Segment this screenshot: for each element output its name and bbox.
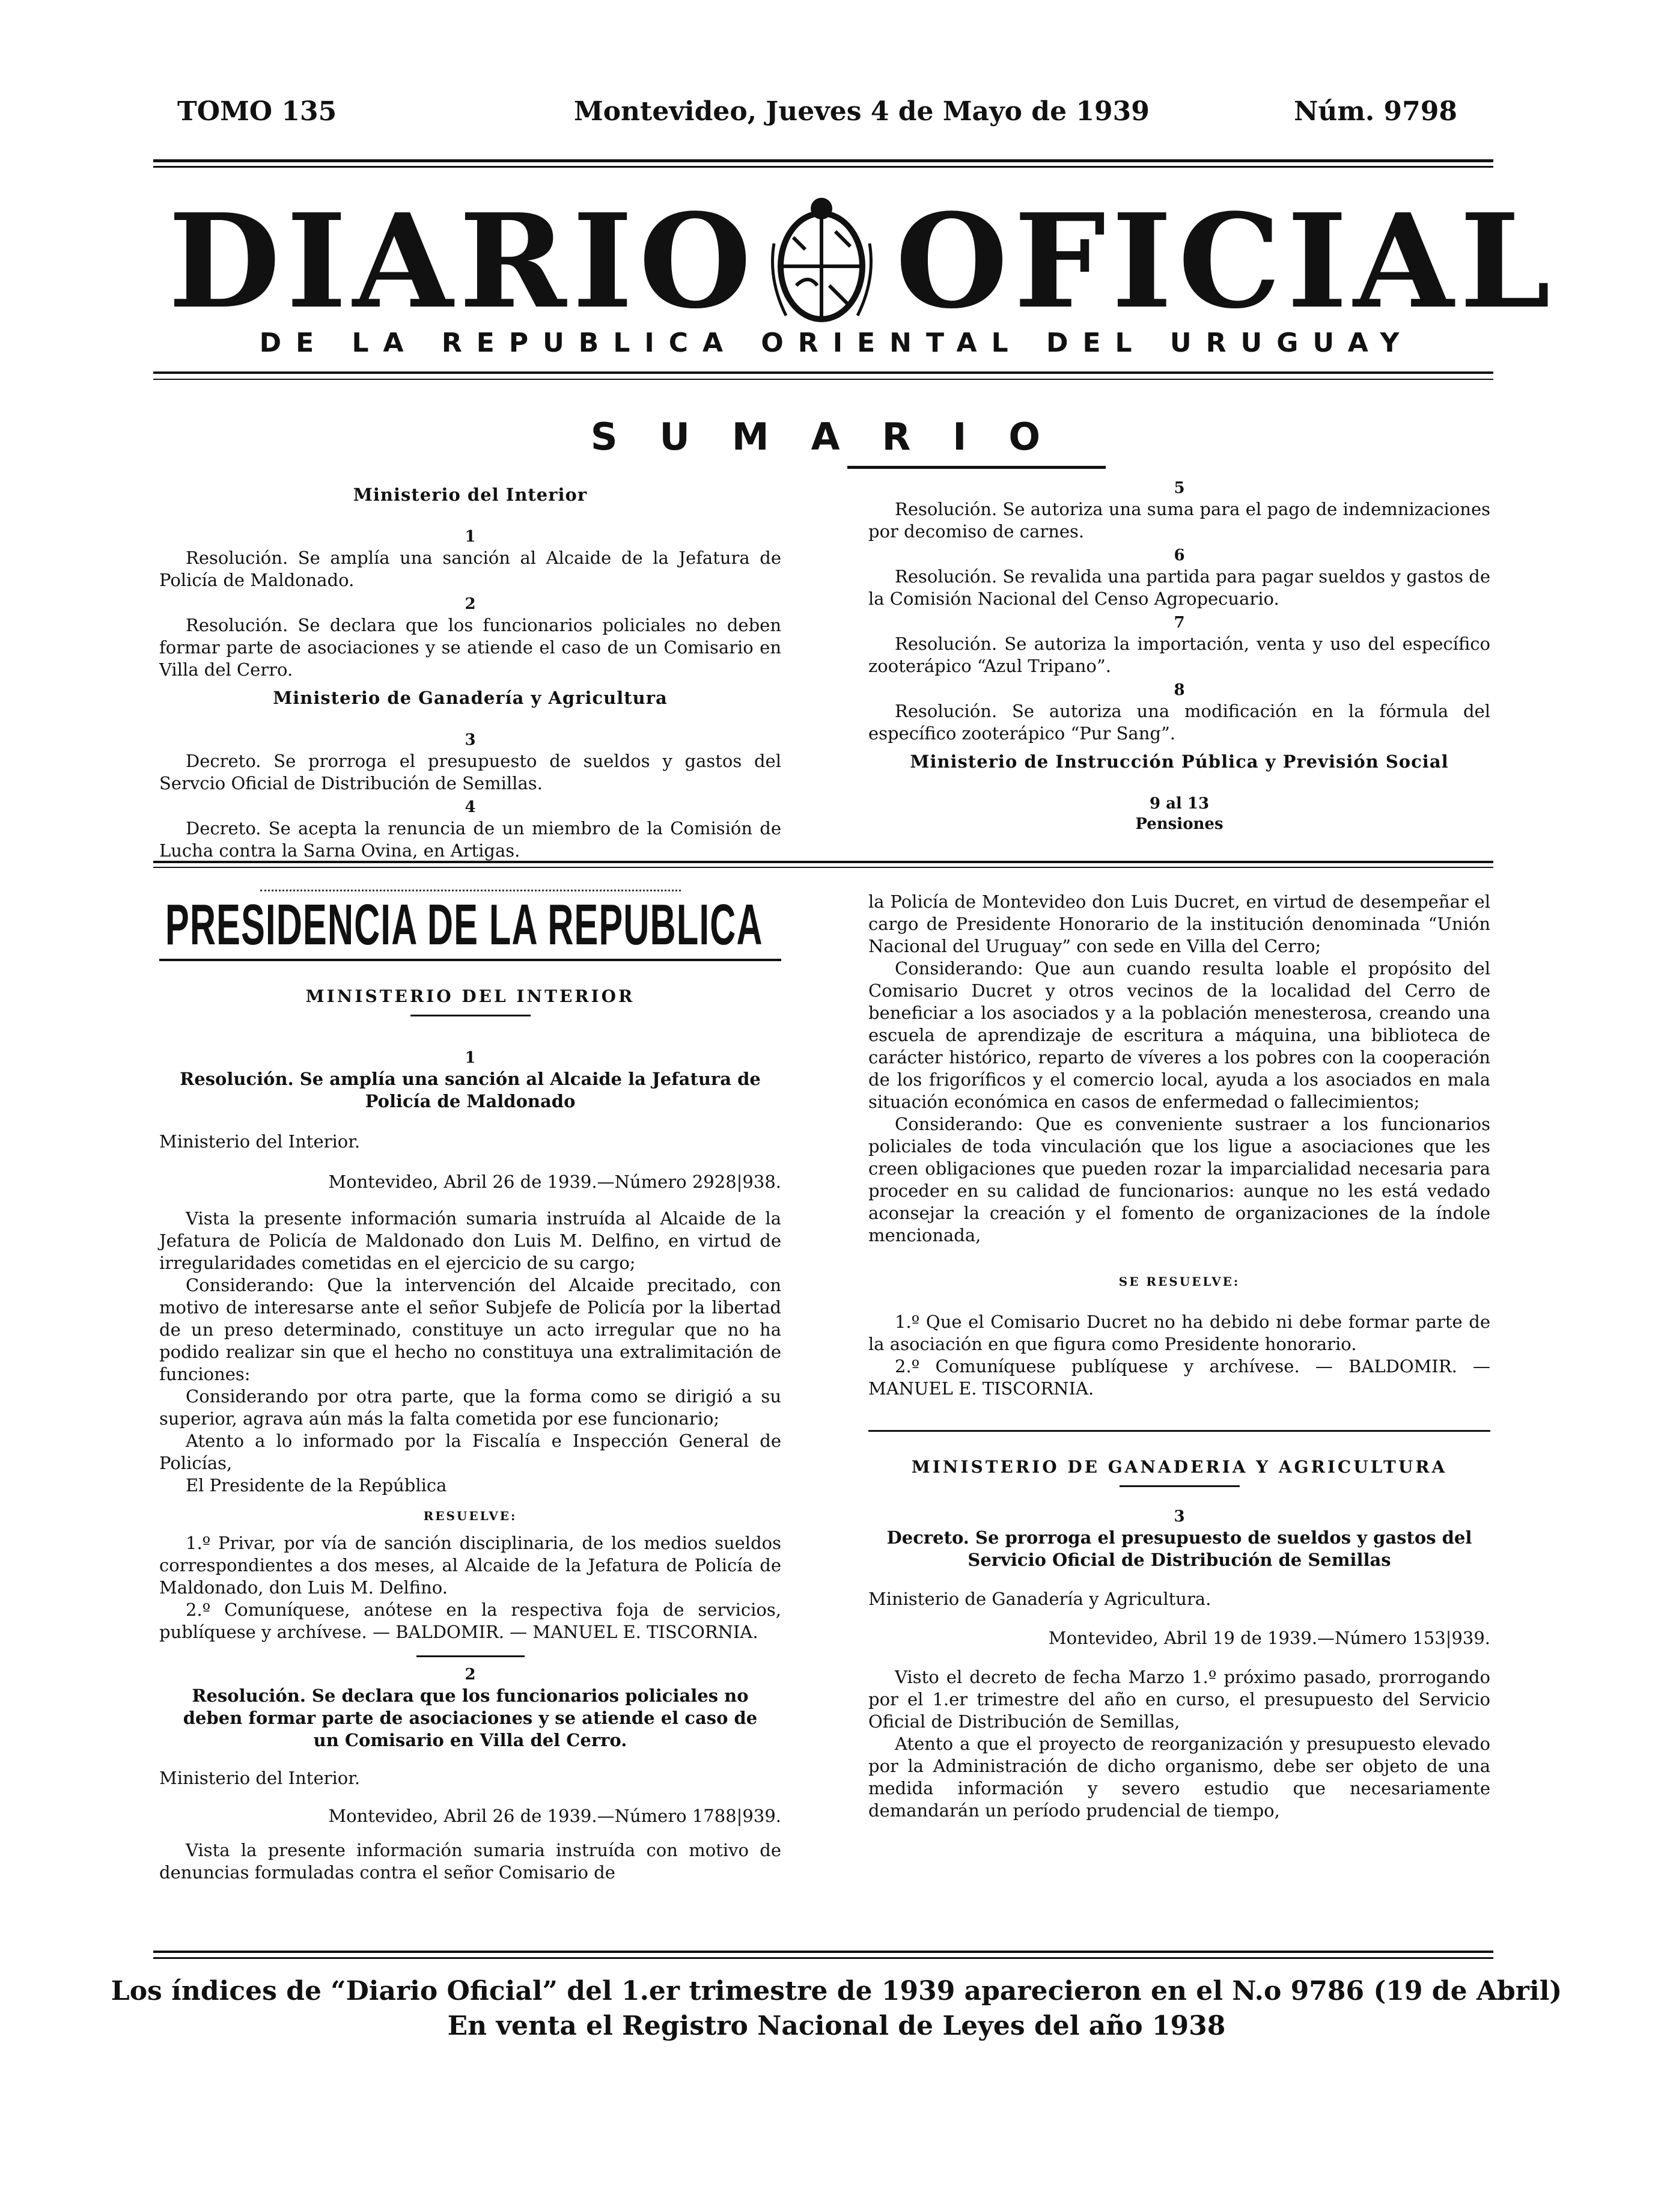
act-date: Montevideo, Abril 26 de 1939.—Número 1788|939. (328, 1806, 781, 1826)
sumario-item: Resolución. Se revalida una partida para pagar sueldos y gastos de la Comisión Nacional del Censo Agropecuario. (868, 566, 1490, 609)
issue-number: Núm. 9798 (1294, 96, 1457, 127)
sumario-ministry: Ministerio de Instrucción Pública y Previsión Social (910, 751, 1449, 772)
sumario-bottom-rule-thin (153, 867, 1493, 868)
sumario-subheading: Pensiones (1135, 815, 1224, 833)
sumario-item: Resolución. Se autoriza la importación, venta y uso del específico zooterápico “Azul Tripano”. (868, 634, 1490, 676)
masthead-rule (153, 371, 1493, 374)
short-rule (410, 1015, 531, 1016)
resolves-label: RESUELVE: (423, 1509, 517, 1523)
act-number: 1 (465, 1049, 476, 1067)
masthead-subtitle: DE LA REPUBLICA ORIENTAL DEL URUGUAY (259, 328, 1414, 358)
act-origin: Ministerio del Interior. (159, 1768, 361, 1788)
resolution-item: 2.º Comuníquese, anótese en la respectiva foja de servicios, publíquese y archívese. — BALDOMIR. — MANUEL E. TISCORNIA. (159, 1599, 781, 1642)
footer-notice: Los índices de “Diario Oficial” del 1.er trimestre de 1939 aparecieron en el N.o 9786 (19 de Abril) (111, 1976, 1562, 2006)
header-rule (153, 159, 1493, 162)
paragraph: Visto el decreto de fecha Marzo 1.º próximo pasado, prorrogando por el 1.er trimestre del año en curso, el presupuesto del Servicio Oficial de Distribución de Semillas, (868, 1667, 1490, 1732)
sumario-item: Decreto. Se prorroga el presupuesto de sueldos y gastos del Servcio Oficial de Distribución de Semillas. (159, 751, 781, 793)
masthead-title-left: DIARIO (168, 185, 758, 337)
sumario-item: Decreto. Se acepta la renuncia de un miembro de la Comisión de Lucha contra la Sarna Ovina, en Artigas. (159, 818, 781, 861)
sumario-number: 1 (465, 528, 476, 546)
paragraph: Considerando por otra parte, que la forma como se dirigió a su superior, agrava aún más la falta cometida por ese funcionario; (159, 1386, 781, 1429)
act-origin: Ministerio de Ganadería y Agricultura. (868, 1589, 1211, 1609)
footer-rule-thin (153, 1957, 1493, 1959)
act-heading: Resolución. Se declara que los funcionarios policiales no deben formar parte de asociaciones y se atiende el caso de un Comisario en Villa del Cerro. (183, 1685, 758, 1750)
coat-of-arms-icon (769, 195, 874, 328)
paragraph: Atento a lo informado por la Fiscalía e Inspección General de Policías, (159, 1431, 781, 1473)
sumario-item: Resolución. Se declara que los funcionarios policiales no deben formar parte de asociaciones y se atiende el caso de un Comisario en Villa del Cerro. (159, 615, 781, 680)
act-date: Montevideo, Abril 26 de 1939.—Número 2928|938. (328, 1172, 781, 1192)
paragraph: Atento a que el proyecto de reorganización y presupuesto elevado por la Administración de dicho organismo, debe ser objeto de una medida información y severo estudio que necesariamente demandarán un período prudencial de tiempo, (868, 1734, 1490, 1821)
sumario-item: Resolución. Se autoriza una modificación en la fórmula del específico zooterápico “Pur Sang”. (868, 701, 1490, 744)
sumario-ministry: Ministerio del Interior (353, 484, 588, 505)
sumario-right-column (868, 478, 1490, 834)
sumario-item: Resolución. Se amplía una sanción al Alcaide de la Jefatura de Policía de Maldonado. (159, 548, 781, 590)
act-heading: Decreto. Se prorroga el presupuesto de sueldos y gastos del Servicio Oficial de Distribución de Semillas (886, 1527, 1472, 1570)
resolution-item: 1.º Privar, por vía de sanción disciplinaria, de los medios sueldos correspondientes a dos meses, al Alcaide de la Jefatura de Policía de Maldonado, don Luis M. Delfino. (159, 1533, 781, 1598)
sumario-number: 6 (1174, 546, 1185, 564)
paragraph: Vista la presente información sumaria instruída con motivo de denuncias formuladas contra el señor Comisario de (159, 1840, 781, 1883)
issue-header (153, 96, 1481, 132)
sumario-number: 5 (1174, 479, 1185, 497)
paragraph: la Policía de Montevideo don Luis Ducret, en virtud de desempeñar el cargo de Presidente Honorario de la institución denominada “Unión Nacional del Uruguay” con sede en Villa del Cerro; (868, 891, 1490, 956)
sumario-number: 4 (465, 798, 476, 816)
short-rule (1120, 1485, 1240, 1487)
sumario-left-column (159, 478, 781, 864)
act-date: Montevideo, Abril 19 de 1939.—Número 153|939. (1048, 1628, 1490, 1648)
sumario-item: Resolución. Se autoriza una suma para el pago de indemnizaciones por decomiso de carnes. (868, 499, 1490, 542)
right-article-column (868, 891, 1490, 1822)
paragraph: Considerando: Que aun cuando resulta loable el propósito del Comisario Ducret y otros vecinos de la localidad del Cerro de beneficiar a los asociados y a la población menesterosa, creando una escuela de aprendizaje de escritura a máquina, una biblioteca de carácter histórico, reparto de víveres a los pobres con la cooperación de los frigoríficos y el comercio local, ayuda a los asociados en mala situación económica en casos de enfermedad o fallecimientos; (868, 958, 1490, 1112)
ministry-heading: MINISTERIO DEL INTERIOR (305, 986, 635, 1006)
paragraph: Vista la presente información sumaria instruída al Alcaide de la Jefatura de Policía de Maldonado don Luis M. Delfino, en virtud de irregularidades cometidas en el ejercicio de su cargo; (159, 1208, 781, 1273)
sumario-rule (847, 466, 1106, 469)
masthead (162, 185, 1557, 337)
sumario-number: 9 al 13 (1149, 795, 1210, 813)
sumario-number: 7 (1174, 614, 1185, 632)
sumario-ministry: Ministerio de Ganadería y Agricultura (273, 688, 668, 708)
act-heading: Resolución. Se amplía una sanción al Alcaide la Jefatura de Policía de Maldonado (180, 1069, 761, 1111)
issue-dateline: Montevideo, Jueves 4 de Mayo de 1939 (574, 96, 1150, 127)
sumario-number: 2 (465, 595, 476, 613)
resolves-label: SE RESUELVE: (1118, 1274, 1240, 1289)
ministry-heading: MINISTERIO DE GANADERIA Y AGRICULTURA (911, 1457, 1448, 1477)
act-number: 2 (465, 1666, 476, 1684)
header-rule-thin (153, 166, 1493, 168)
act-number: 3 (1174, 1508, 1185, 1526)
banner-rule (159, 959, 781, 961)
short-rule (416, 1655, 525, 1657)
masthead-rule-thin (153, 379, 1493, 380)
sumario-bottom-rule (153, 861, 1493, 863)
paragraph: El Presidente de la República (186, 1475, 447, 1496)
sumario-title: SUMARIO (590, 415, 1083, 459)
resolution-item: 2.º Comuníquese publíquese y archívese. — BALDOMIR. — MANUEL E. TISCORNIA. (868, 1356, 1490, 1399)
sumario-number: 3 (465, 731, 476, 749)
resolution-item: 1.º Que el Comisario Ducret no ha debido ni debe formar parte de la asociación en que figura como Presidente honorario. (868, 1312, 1490, 1354)
footer-notice-sale: En venta el Registro Nacional de Leyes del año 1938 (447, 2011, 1226, 2041)
masthead-title-right: OFICIAL (895, 185, 1557, 337)
section-rule (868, 1430, 1490, 1432)
paragraph: Considerando: Que es conveniente sustraer a los funcionarios policiales de toda vinculación que los ligue a asociaciones que les creen obligaciones que pueden rozar la imparcialidad necesaria para proceder en su calidad de funcionarios: aunque no les está vedado aconsejar la creación y el fomento de organizaciones de la índole mencionada, (868, 1114, 1490, 1245)
volume-number: TOMO 135 (177, 96, 337, 127)
footer-rule (153, 1951, 1493, 1953)
act-origin: Ministerio del Interior. (159, 1131, 361, 1152)
sumario-number: 8 (1174, 681, 1185, 699)
left-article-column (159, 890, 781, 1884)
section-banner: PRESIDENCIA DE LA REPUBLICA (165, 893, 763, 957)
paragraph: Considerando: Que la intervención del Alcaide precitado, con motivo de interesarse ante el señor Subjefe de Policía por la libertad de un preso determinado, constituye un acto irregular que no ha podido realizar sin que el hecho no constituya una extralimitación de funciones: (159, 1275, 781, 1384)
